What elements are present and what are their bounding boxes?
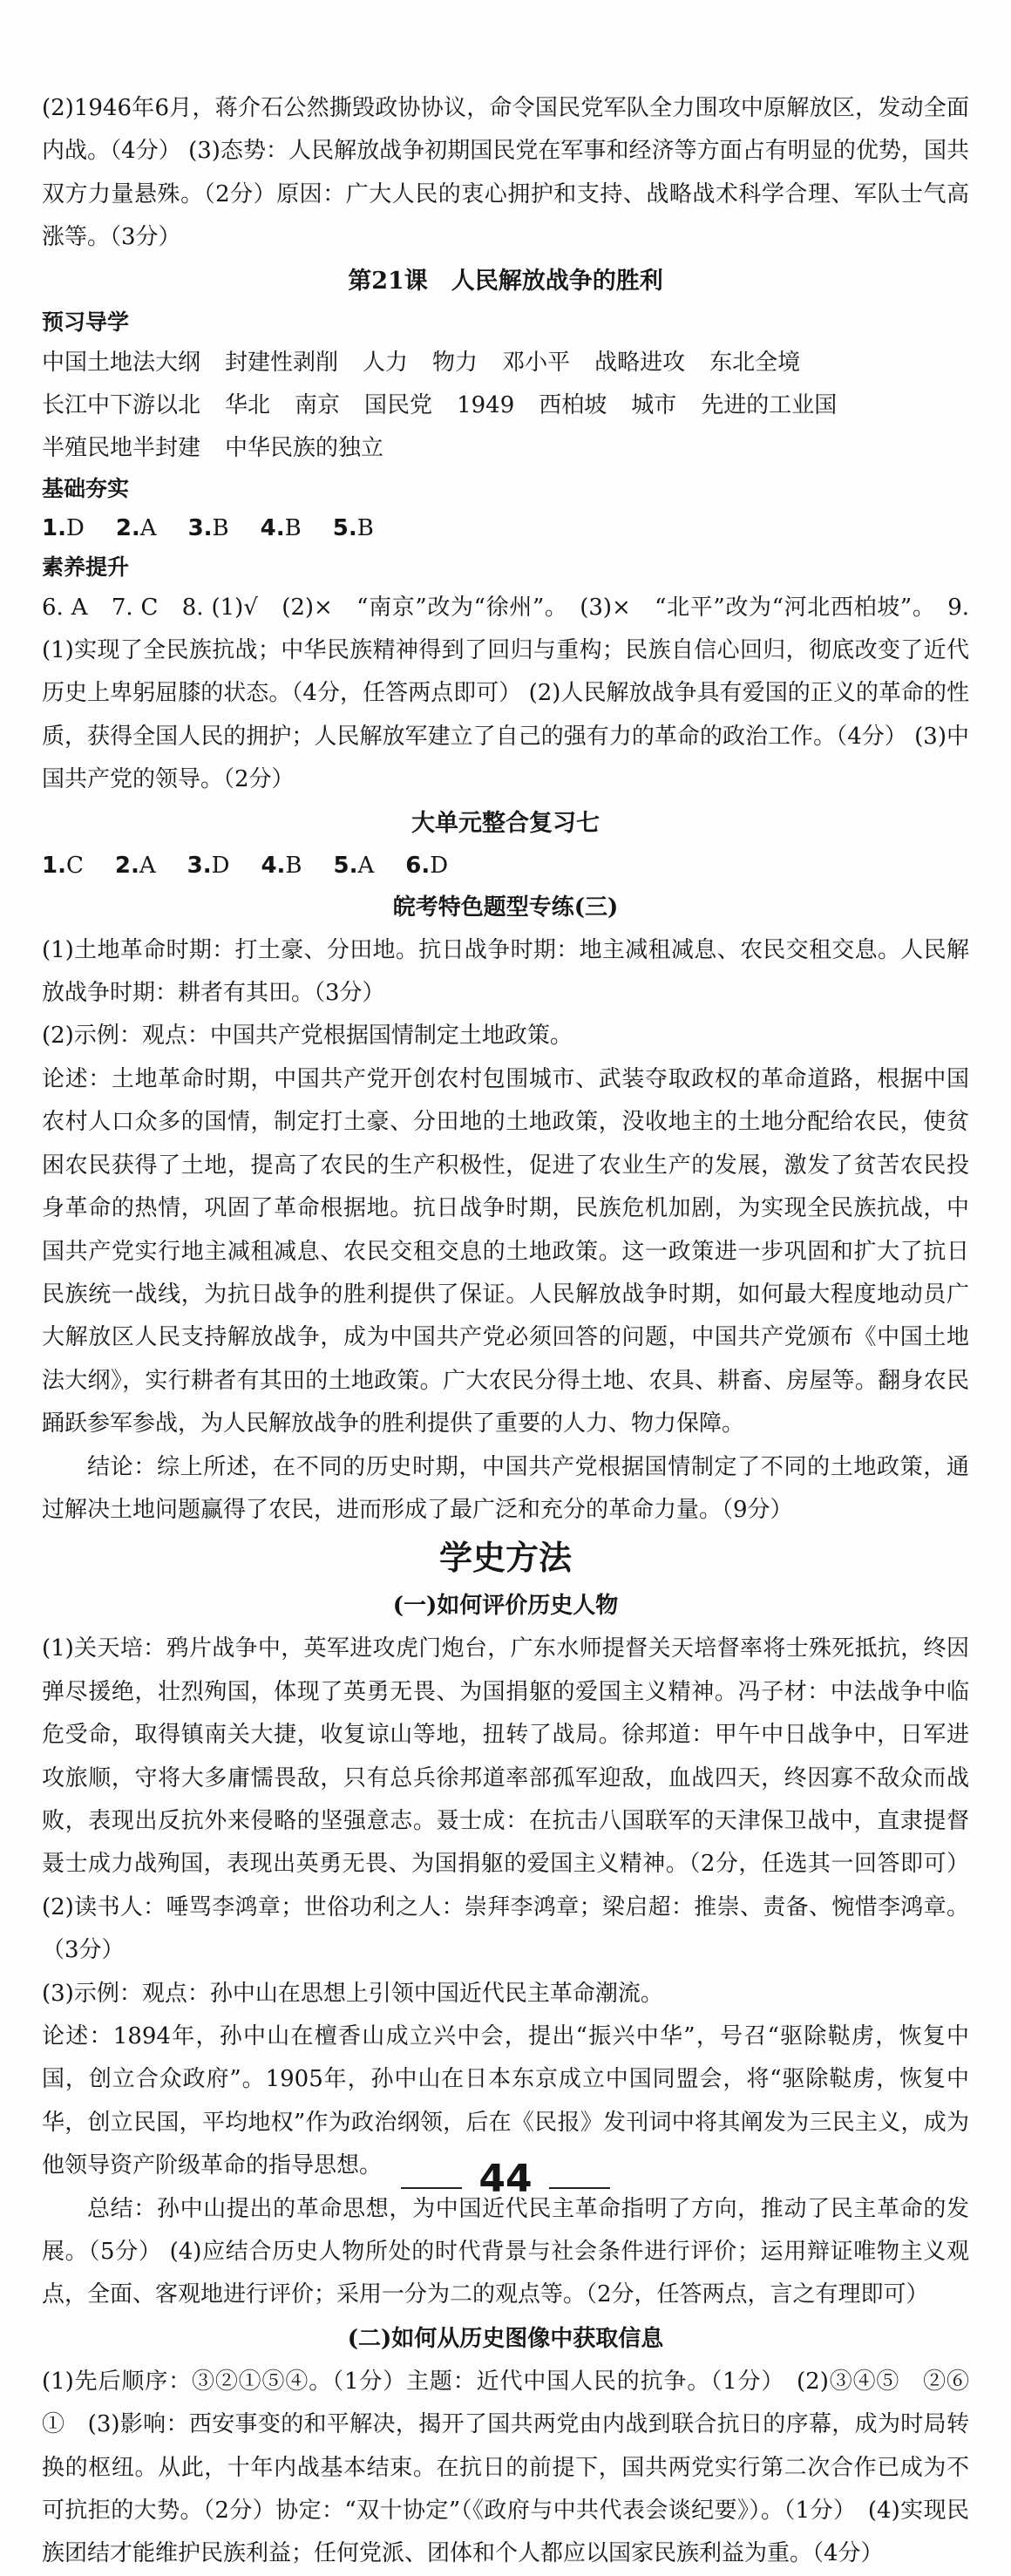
preview-term: 人力	[363, 349, 409, 376]
preview-term: 中华民族的独立	[225, 434, 384, 461]
special-p2: (2)示例：观点：中国共产党根据国情制定土地政策。	[42, 1023, 573, 1050]
answer-item: 2.A	[115, 514, 157, 541]
unit7-answers-row	[42, 846, 969, 886]
preview-term: 物力	[432, 349, 478, 376]
answer-item: 5.A	[333, 852, 375, 879]
preview-terms-list	[42, 342, 969, 470]
answer-item: 1.D	[42, 514, 85, 541]
answer-item: 6.D	[405, 852, 449, 879]
answer-item: 4.B	[261, 852, 302, 879]
methods-title: 学史方法	[438, 1538, 572, 1578]
answer-item: 2.A	[114, 852, 156, 879]
unit7-title: 大单元整合复习七	[411, 809, 600, 837]
basic-heading: 基础夯实	[42, 475, 130, 501]
preview-term: 东北全境	[709, 349, 801, 376]
answer-item: 3.D	[187, 852, 230, 879]
lesson-21-title: 第21课 人民解放战争的胜利	[348, 267, 663, 295]
improve-heading: 素养提升	[42, 554, 130, 580]
special-p3: 论述：土地革命时期，中国共产党开创农村包围城市、武装夺取政权的革命道路，根据中国农村人口众多的国情，制定打土豪、分田地的土地政策，没收地主的土地分配给农民，使贫困农民获得了土地，提高了农民的生产积极性，促进了农业生产的发展，激发了贫苦农民投身革命的热情，巩固了革命根据地。抗日战争时期，民族危机加剧，为实现全民族抗战，中国共产党实行地主减租减息、农民交租交息的土地政策。这一政策进一步巩固和扩大了抗日民族统一战线，为抗日战争的胜利提供了保证。人民解放战争时期，如何最大程度地动员广大解放区人民支持解放战争，成为中国共产党必须回答的问题，中国共产党颁布《中国土地法大纲》，实行耕者有其田的土地政策。广大农民分得土地、农具、耕畜、房屋等。翻身农民踊跃参军参战，为人民解放战争的胜利提供了重要的人力、物力保障。	[42, 1065, 969, 1438]
preview-heading: 预习导学	[42, 309, 130, 335]
preview-term: 邓小平	[502, 349, 571, 376]
methods-part2-title: (二)如何从历史图像中获取信息	[347, 2325, 664, 2352]
page-number: 44	[478, 2157, 533, 2201]
special-practice-title: 皖考特色题型专练(三)	[392, 894, 619, 921]
preview-term: 城市	[631, 391, 677, 418]
answer-content	[42, 87, 993, 2576]
answer-item: 3.B	[187, 514, 229, 541]
preview-term: 半殖民地半封建	[42, 434, 201, 461]
improve-answers: 6. A 7. C 8. (1)√ (2)× “南京”改为“徐州”。 (3)× “北平”改为“河北西柏坡”。 9. (1)实现了全民族抗战；中华民族精神得到了回归与重构；民族自信心回归，彻底改变了近代历史上卑躬屈膝的状态。（4分，任答两点即可） (2)人民解放战争具有爱国的正义的革命的性质，获得全国人民的拥护；人民解放军建立了自己的强有力的革命的政治工作。（4分） (3)中国共产党的领导。（2分）	[42, 594, 969, 793]
answer-item: 1.C	[42, 852, 84, 879]
methods-part2-p1: (1)先后顺序：③②①⑤④。（1分）主题：近代中国人民的抗争。（1分） (2)③④⑤ ②⑥ ① (3)影响：西安事变的和平解决，揭开了国共两党由内战到联合抗日的序幕，成为时局转换的枢纽。从此，十年内战基本结束。在抗日的前提下，国共两党实行第二次合作已成为不可抗拒的大势。（2分）协定：“双十协定”（《政府与中共代表会谈纪要》）。（1分） (4)实现民族团结才能维护民族利益；任何党派、团体和个人都应以国家民族利益为重。（4分）	[42, 2368, 993, 2567]
methods-part1-p1: (1)关天培：鸦片战争中，英军进攻虎门炮台，广东水师提督关天培督率将士殊死抵抗，终因弹尽援绝，壮烈殉国，体现了英勇无畏、为国捐躯的爱国主义精神。冯子材：中法战争中临危受命，取得镇南关大捷，收复谅山等地，扭转了战局。徐邦道：甲午中日战争中，日军进攻旅顺，守将大多庸懦畏敌，只有总兵徐邦道率部孤军迎敌，血战四天，终因寡不敌众而战败，表现出反抗外来侵略的坚强意志。聂士成：在抗击八国联军的天津保卫战中，直隶提督聂士成力战殉国，表现出英勇无畏、为国捐躯的爱国主义精神。（2分，任选其一回答即可） (2)读书人：唾骂李鸿章；世俗功利之人：崇拜李鸿章；梁启超：推崇、责备、惋惜李鸿章。（3分）	[42, 1635, 969, 1964]
methods-part1-p3: 论述：1894年，孙中山在檀香山成立兴中会，提出“振兴中华”，号召“驱除鞑虏，恢复中国，创立合众政府”。1905年，孙中山在日本东京成立中国同盟会，将“驱除鞑虏，恢复中华，创立民国，平均地权”作为政治纲领，后在《民报》发刊词中将其阐发为三民主义，成为他领导资产阶级革命的指导思想。	[42, 2023, 969, 2179]
paragraph-lesson20-q2-q3: (2)1946年6月，蒋介石公然撕毁政协协议，命令国民党军队全力围攻中原解放区，发动全面内战。（4分） (3)态势：人民解放战争初期国民党在军事和经济等方面占有明显的优势，国共双方力量悬殊。（2分）原因：广大人民的衷心拥护和支持、战略战术科学合理、军队士气高涨等。（3分）	[42, 95, 969, 251]
page-footer	[0, 2157, 1011, 2201]
preview-term: 封建性剥削	[225, 349, 339, 376]
preview-term: 国民党	[364, 391, 433, 418]
preview-term: 西柏坡	[539, 391, 607, 418]
preview-term: 华北	[225, 391, 271, 418]
basic-answers-row	[42, 508, 969, 548]
preview-term: 1949	[457, 391, 515, 418]
preview-term: 长江中下游以北	[42, 391, 201, 418]
methods-part1-p4: 总结：孙中山提出的革命思想，为中国近代民主革命指明了方向，推动了民主革命的发展。（5分） (4)应结合历史人物所处的时代背景与社会条件进行评价；运用辩证唯物主义观点，全面、客观地进行评价；采用一分为二的观点等。（2分，任答两点，言之有理即可）	[42, 2195, 969, 2308]
footer-left-dash	[401, 2187, 462, 2189]
special-p1: (1)土地革命时期：打土豪、分田地。抗日战争时期：地主减租减息、农民交租交息。人民解放战争时期：耕者有其田。（3分）	[42, 936, 969, 1007]
answer-item: 5.B	[332, 514, 374, 541]
preview-term: 南京	[295, 391, 341, 418]
answer-item: 4.B	[260, 514, 302, 541]
preview-term: 中国土地法大纲	[42, 349, 201, 376]
methods-part1-p2: (3)示例：观点：孙中山在思想上引领中国近代民主革命潮流。	[42, 1980, 663, 2007]
footer-right-dash	[549, 2187, 610, 2189]
methods-part1-title: (一)如何评价历史人物	[392, 1593, 619, 1620]
special-p4: 结论：综上所述，在不同的历史时期，中国共产党根据国情制定了不同的土地政策，通过解决土地问题赢得了农民，进而形成了最广泛和充分的革命力量。（9分）	[42, 1453, 969, 1523]
preview-term: 先进的工业国	[701, 391, 838, 418]
preview-term: 战略进攻	[594, 349, 686, 376]
